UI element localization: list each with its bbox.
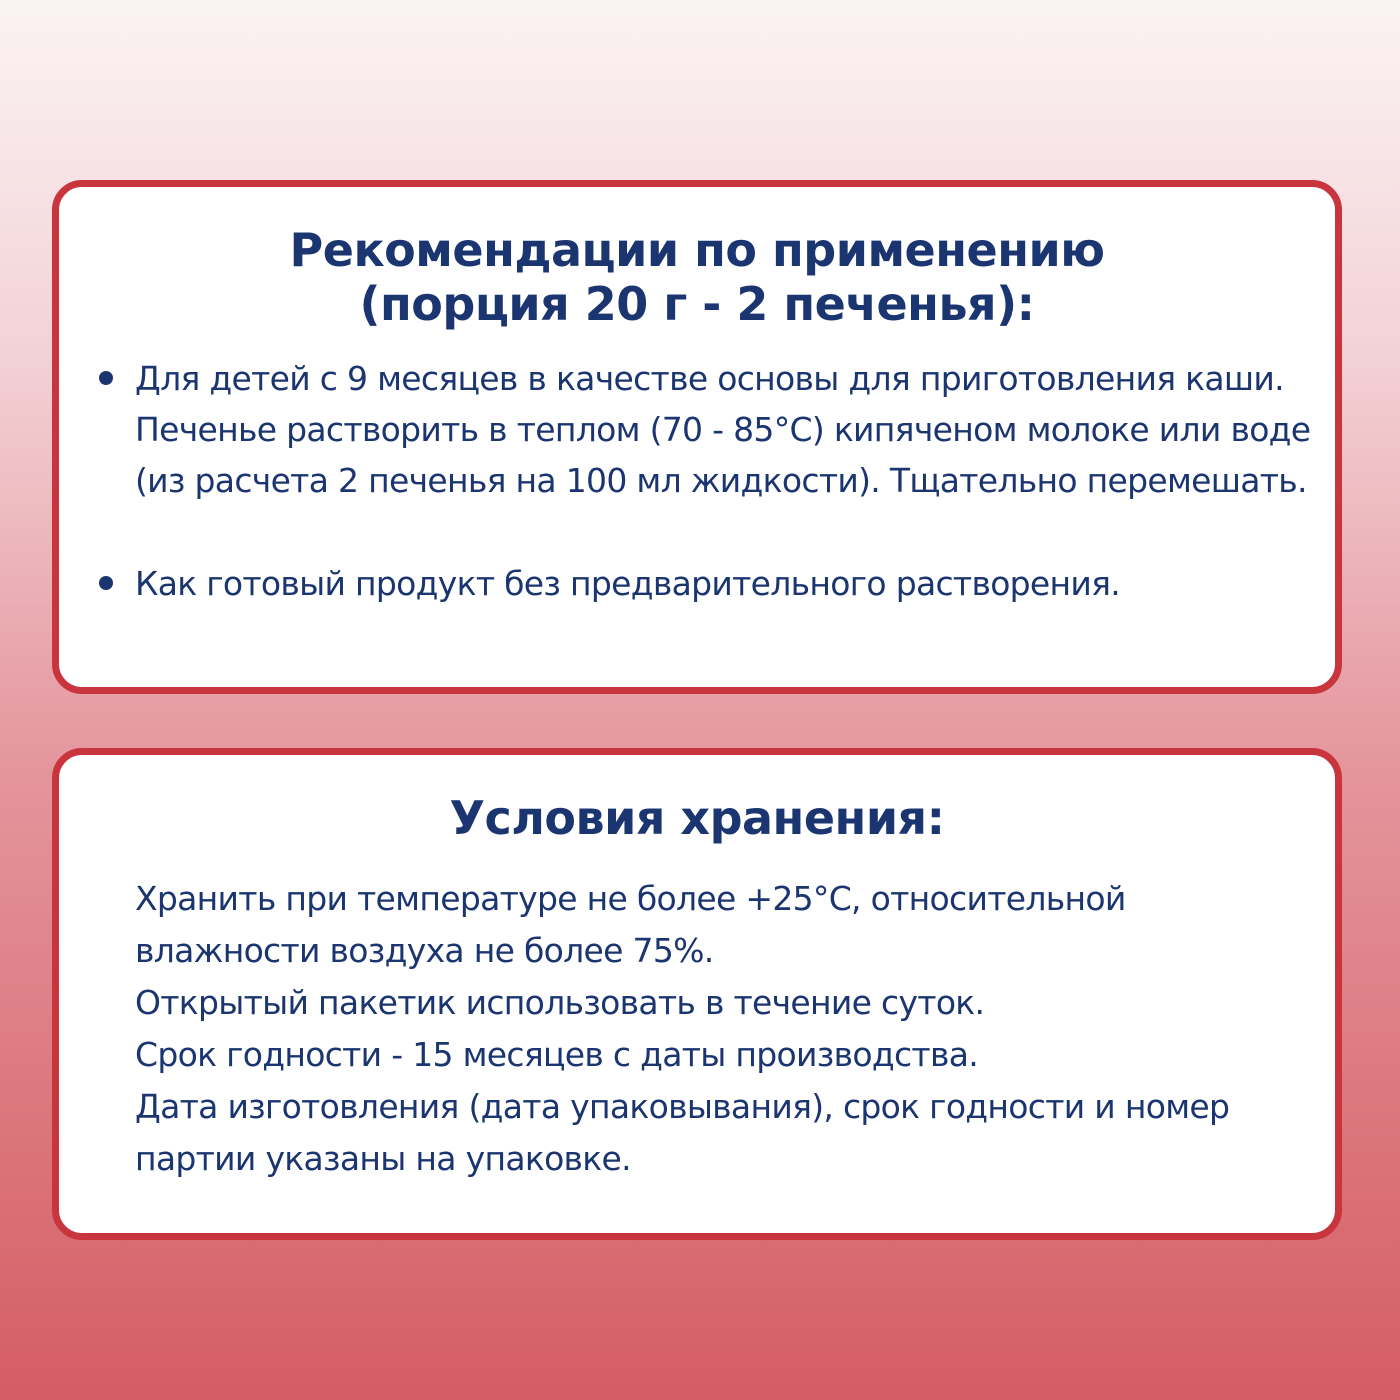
storage-line: Срок годности - 15 месяцев с даты производства. — [135, 1035, 979, 1074]
storage-conditions-card — [52, 748, 1342, 1240]
usage-title-line-1: Рекомендации по применению — [289, 223, 1105, 277]
storage-title: Условия хранения: — [449, 791, 945, 845]
usage-item-text: Для детей с 9 месяцев в качестве основы для приготовления каши. Печенье растворить в теплом (70 - 85°С) кипяченом молоке или воде (из расчета 2 печенья на 100 мл жидкости). Тщательно перемешать. — [135, 359, 1311, 500]
usage-recommendations-card — [52, 180, 1342, 694]
usage-title-line-2: (порция 20 г - 2 печенья): — [359, 277, 1035, 331]
usage-list-item — [59, 353, 1335, 506]
storage-line: Дата изготовления (дата упаковывания), срок годности и номер партии указаны на упаковке. — [135, 1087, 1230, 1178]
bullet-dot-icon — [99, 371, 113, 385]
storage-line: Хранить при температуре не более +25°С, относительной влажности воздуха не более 75%. — [135, 879, 1126, 970]
usage-list-item — [59, 558, 1335, 609]
usage-title — [59, 187, 1335, 331]
bullet-dot-icon — [99, 576, 113, 590]
usage-item-text: Как готовый продукт без предварительного растворения. — [135, 564, 1121, 603]
usage-list — [59, 353, 1335, 609]
storage-line: Открытый пакетик использовать в течение суток. — [135, 983, 985, 1022]
storage-text — [59, 873, 1335, 1185]
